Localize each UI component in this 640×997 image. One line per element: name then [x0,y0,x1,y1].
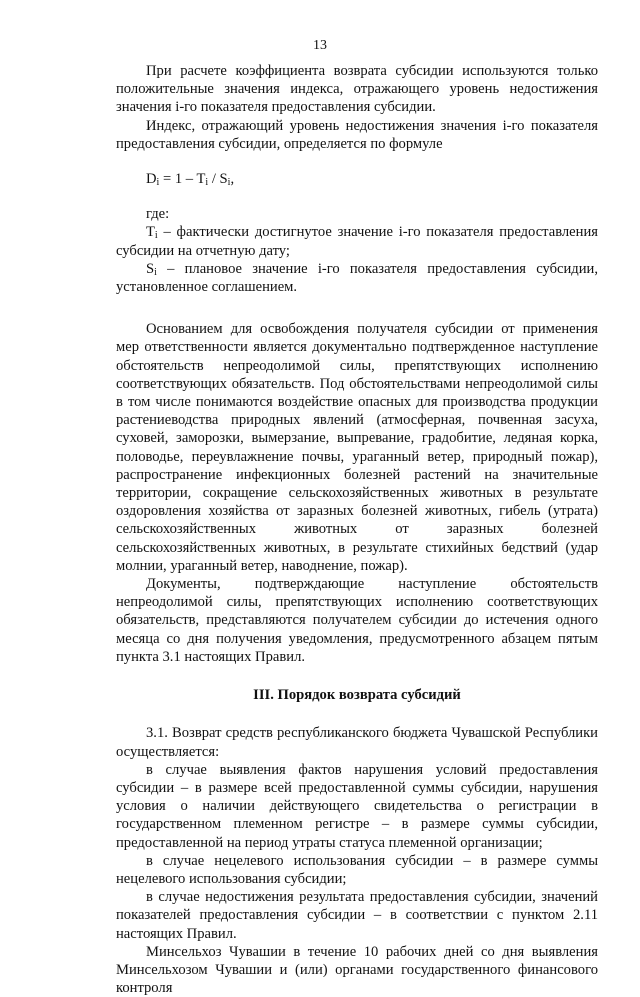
definition-t: $T_i$ – фактически достигнутое значение i-го показателя предоставления субсидии на отчетную дату; [116,224,598,259]
paragraph: Основанием для освобождения получателя субсидии от применения мер ответственности является документально подтвержденное наступление обстоятельств непреодолимой силы, препятствующих исполнению соответствующих обязательств. Под обстоятельствами непреодолимой силы в том числе понимаются воздействие опасных для производства продукции растениеводства природных явлений (атмосферная, почвенная засуха, суховей, заморозки, вымерзание, выпревание, градобитие, ледяная корка, половодье, переувлажнение почвы, ураганный ветер, природный пожар), распространение инфекционных болезней растений на значительные территории, сокращение сельскохозяйственных животных в результате оздоровления хозяйства от заразных болезней животных, гибель (утрата) сельскохозяйственных животных от заразных болезней сельскохозяйственных животных, в результате стихийных бедствий (удар молнии, ураганный ветер, наводнение, пожар). [116,321,598,574]
page-number: 13 [313,38,327,53]
paragraph: в случае выявления фактов нарушения условий предоставления субсидии – в размере всей предоставленной суммы субсидии, нарушения условия о наличии действующего свидетельства о регистрации в государственном племенном регистре – в размере суммы субсидии, предоставленной на период утраты статуса племенной организации; [116,761,598,851]
paragraph: в случае нецелевого использования субсидии – в размере суммы нецелевого использования субсидии; [116,852,598,887]
formula-eq: = 1 – T [159,171,206,188]
formula-tail: , [230,171,235,188]
definition-s: $S_i$ – плановое значение i-го показателя предоставления субсидии, установленное соглашением. [116,260,598,296]
paragraph: При расчете коэффициента возврата субсидии используются только положительные значения индекса, отражающего уровень недостижения значения i-го показателя предоставления субсидии. [116,63,598,116]
formula-t-sub: i [205,177,209,189]
formula-s-sub: i [227,177,231,189]
paragraph: Индекс, отражающий уровень недостижения значения i-го показателя предоставления субсидии, определяется по формуле [116,117,598,152]
where-label: где: [146,206,170,223]
formula-lhs: D [146,171,157,188]
paragraph: Минсельхоз Чувашии в течение 10 рабочих дней со дня выявления Минсельхозом Чувашии и (или) органами государственного финансового контроля [116,943,598,997]
page-body [116,62,598,997]
paragraph: 3.1. Возврат средств республиканского бюджета Чувашской Республики осуществляется: [116,725,598,760]
formula [116,170,598,188]
paragraph: Документы, подтверждающие наступление обстоятельств непреодолимой силы, препятствующих исполнению соответствующих обязательств, представляются получателем субсидии до истечения одного месяца со дня получения уведомления, предусмотренного абзацем пятым пункта 3.1 настоящих Правил. [116,576,598,665]
formula-div: / S [208,171,228,188]
formula-lhs-sub: i [156,177,160,189]
section-heading: III. Порядок возврата субсидий [253,687,461,704]
paragraph: в случае недостижения результата предоставления субсидии, значений показателей предоставления субсидии – в соответствии с пунктом 2.11 настоящих Правил. [116,889,598,942]
